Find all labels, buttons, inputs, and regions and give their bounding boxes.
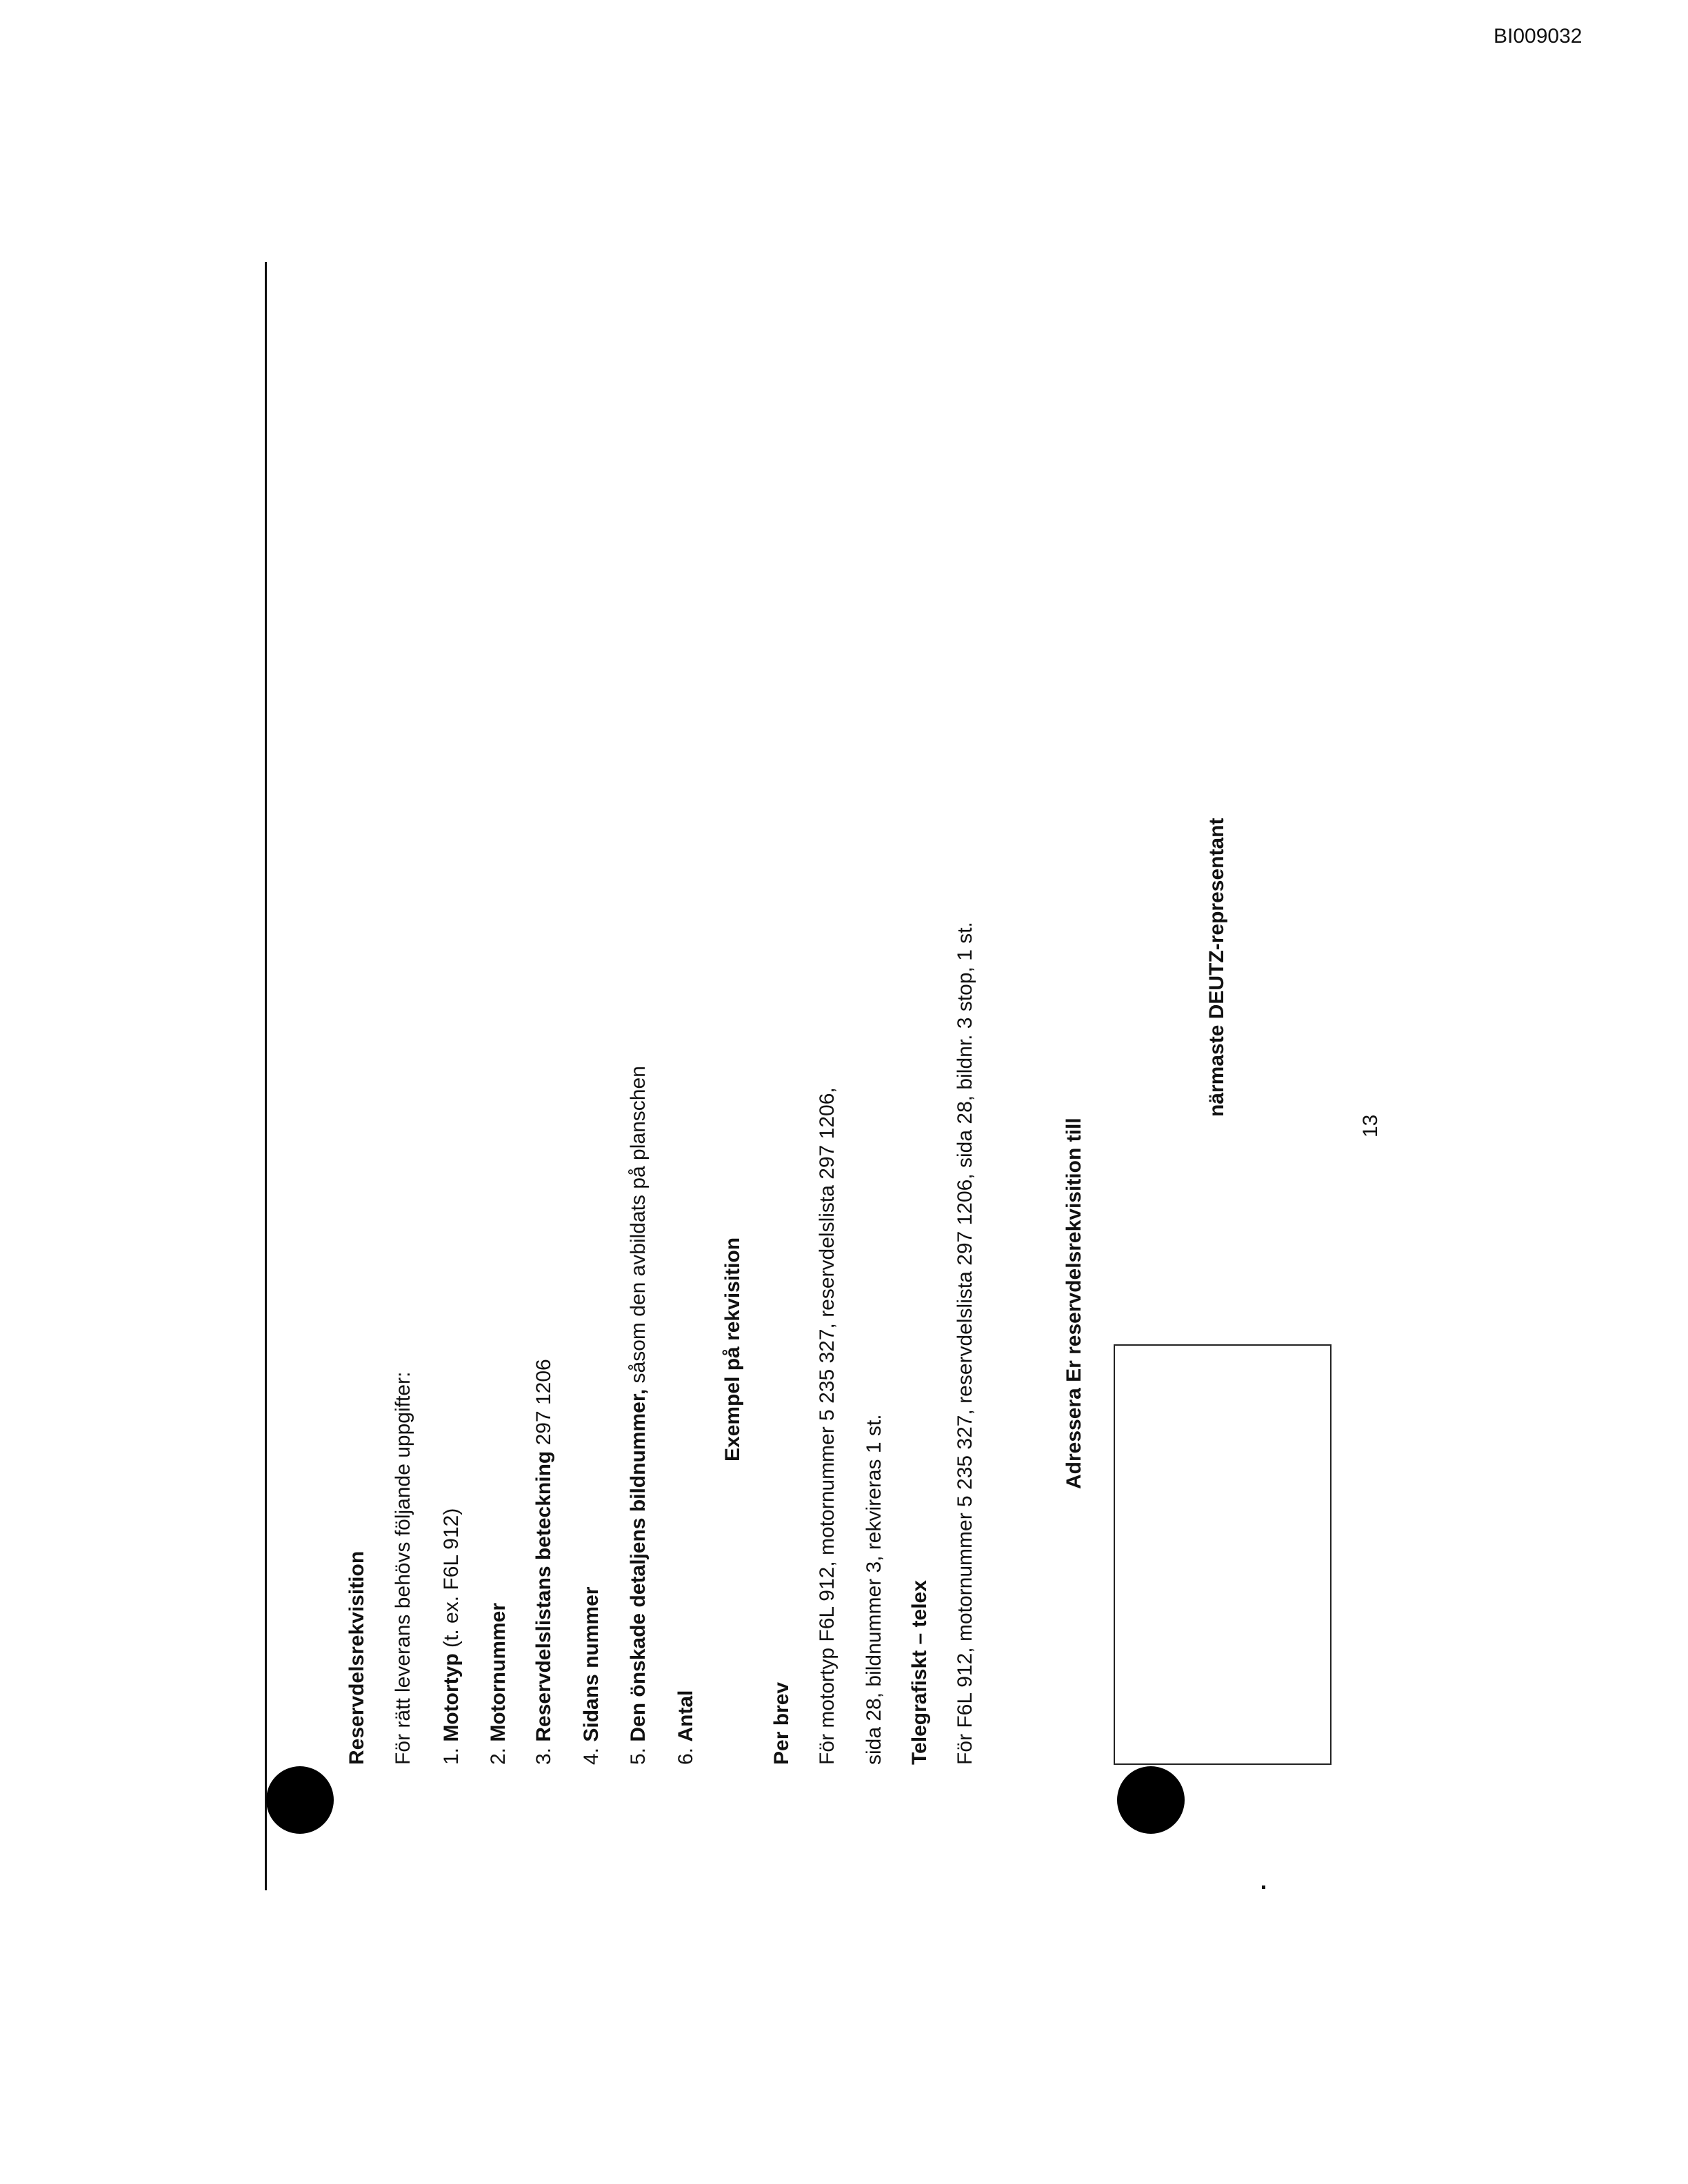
list-item: [532, 1359, 556, 1765]
punch-hole: [266, 1766, 334, 1834]
per-brev-line: För motortyp F6L 912, motornummer 5 235 327, reservdelslista 297 1206,: [816, 1087, 838, 1765]
margin-rule: [265, 262, 267, 1890]
address-instruction: Adressera Er reservdelsrekvisition till: [1063, 1118, 1085, 1489]
list-item: [674, 1690, 699, 1765]
document-id: BI009032: [1494, 25, 1582, 48]
telex-line: För F6L 912, motornummer 5 235 327, reservdelslista 297 1206, sida 28, bildnr. 3 stop, 1 st.: [954, 922, 976, 1765]
intro-text: För rätt leverans behövs följande uppgifter:: [392, 1371, 414, 1765]
item-number: 5.: [627, 1747, 650, 1765]
page-number: 13: [1359, 1114, 1382, 1138]
address-recipient: närmaste DEUTZ-representant: [1205, 818, 1228, 1117]
punch-hole: [1117, 1766, 1185, 1834]
list-item: [579, 1587, 604, 1765]
item-label: Sidans nummer: [580, 1586, 603, 1742]
speck: [1262, 1885, 1265, 1889]
item-label: Den önskade detaljens bildnummer,: [627, 1388, 650, 1742]
item-detail: såsom den avbildats på planschen: [627, 1066, 650, 1389]
item-number: 3.: [532, 1747, 555, 1765]
item-label: Antal: [674, 1690, 697, 1742]
item-number: 2.: [487, 1747, 510, 1765]
example-heading: Exempel på rekvisition: [721, 1237, 744, 1462]
item-detail: (t. ex. F6L 912): [440, 1508, 463, 1654]
item-label: Reservdelslistans beteckning: [532, 1450, 555, 1742]
per-brev-heading: Per brev: [770, 1681, 793, 1765]
item-label: Motornummer: [487, 1602, 510, 1742]
item-detail: 297 1206: [532, 1359, 555, 1451]
section-heading: Reservdelsrekvisition: [345, 1550, 368, 1765]
list-item: [486, 1603, 511, 1765]
item-number: 4.: [580, 1747, 603, 1765]
list-item: [626, 1066, 651, 1765]
list-item: [439, 1508, 464, 1765]
item-label: Motortyp: [440, 1653, 463, 1742]
telex-heading: Telegrafiskt – telex: [908, 1580, 931, 1765]
rotated-page-content: [331, 717, 1407, 1765]
per-brev-line: sida 28, bildnummer 3, rekvireras 1 st.: [863, 1414, 885, 1765]
item-number: 1.: [440, 1747, 463, 1765]
address-box: [1114, 1344, 1332, 1765]
item-number: 6.: [674, 1747, 697, 1765]
